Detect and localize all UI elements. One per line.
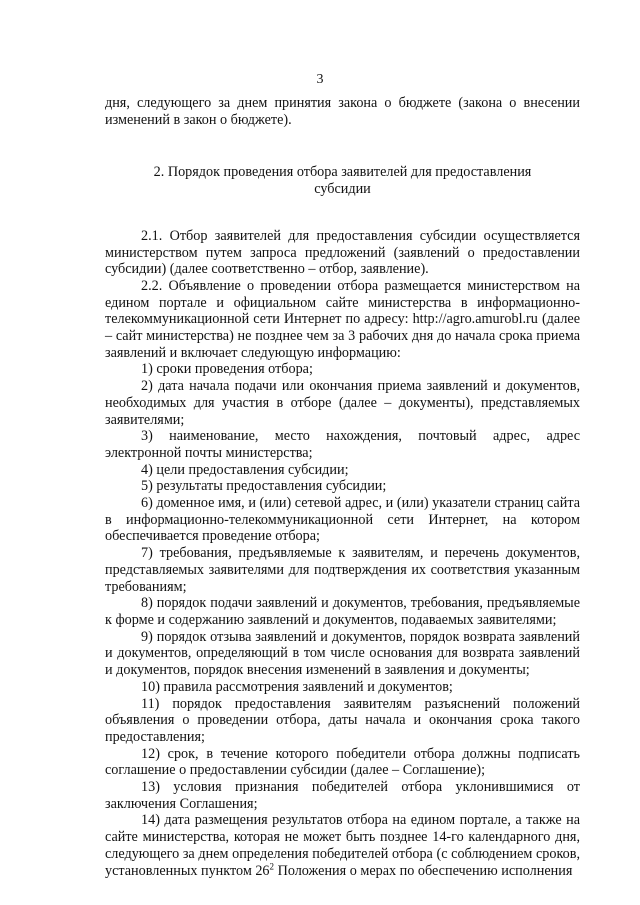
list-item: 9) порядок отзыва заявлений и документов, порядок возврата заявлений и документов, определяющий в том числе основания для возврата заявлений и документов, порядок внесения изменений в заявления и документы; [105,628,580,679]
list-item: 11) порядок предоставления заявителям разъяснений положений объявления о проведении отбора, даты начала и окончания срока такого предоставления; [105,695,580,745]
intro-paragraph: дня, следующего за днем принятия закона о бюджете (закона о внесении изменений в закон о бюджете). [105,95,580,128]
list-item: 5) результаты предоставления субсидии; [141,478,387,495]
list-item: 7) требования, предъявляемые к заявителям, и перечень документов, представляемых заявителями для подтверждения их соответствия указанным требованиям; [105,545,580,595]
list-item-14 [105,812,580,879]
list-item: 10) правила рассмотрения заявлений и документов; [141,678,453,695]
list-item: 12) срок, в течение которого победители отбора должны подписать соглашение о предоставлении субсидии (далее – Соглашение); [105,745,580,779]
paragraph-2-1: 2.1. Отбор заявителей для предоставления субсидии осуществляется министерством путем запроса предложений (заявлений о предоставлении субсидии) (далее соответственно – отбор, заявление). [105,227,580,278]
list-item: 2) дата начала подачи или окончания приема заявлений и документов, необходимых для участия в отборе (далее – документы), представляемых заявителями; [105,378,580,428]
list-item-14-text: 14) дата размещения результатов отбора на едином портале, а также на сайте министерства, которая не может быть позднее 14-го календарного дня, следующего за днем определения победителей отбора (с соблюдением сроков, установленных пунктом 26 [105,812,580,879]
page-body [105,95,580,879]
list-item: 4) цели предоставления субсидии; [141,461,349,478]
list-item: 8) порядок подачи заявлений и документов, требования, предъявляемые к форме и содержанию заявлений и документов, подаваемых заявителями; [105,595,580,628]
paragraph-2-2: 2.2. Объявление о проведении отбора размещается министерством на едином портале и официальном сайте министерства в информационно-телекоммуникационной сети Интернет по адресу: http://agro.amurobl.ru (далее – сайт министерства) не позднее чем за 3 рабочих дня до начала срока приема заявлений и включает следующую информацию: [105,277,580,361]
list-item: 1) сроки проведения отбора; [141,361,313,378]
list-item: 6) доменное имя, и (или) сетевой адрес, и (или) указатели страниц сайта в информационно-телекоммуникационной сети Интернет, на котором обеспечивается проведение отбора; [105,495,580,545]
list-item: 13) условия признания победителей отбора уклонившимися от заключения Соглашения; [105,779,580,812]
list-item: 3) наименование, место нахождения, почтовый адрес, адрес электронной почты министерства; [105,428,580,461]
footnote-superscript: 2 [269,860,275,871]
list-item-14-continuation: Положения о мерах по обеспечению исполнения [274,862,573,879]
page-number: 3 [316,72,324,87]
section-heading: 2. Порядок проведения отбора заявителей для предоставления субсидии [153,164,532,198]
